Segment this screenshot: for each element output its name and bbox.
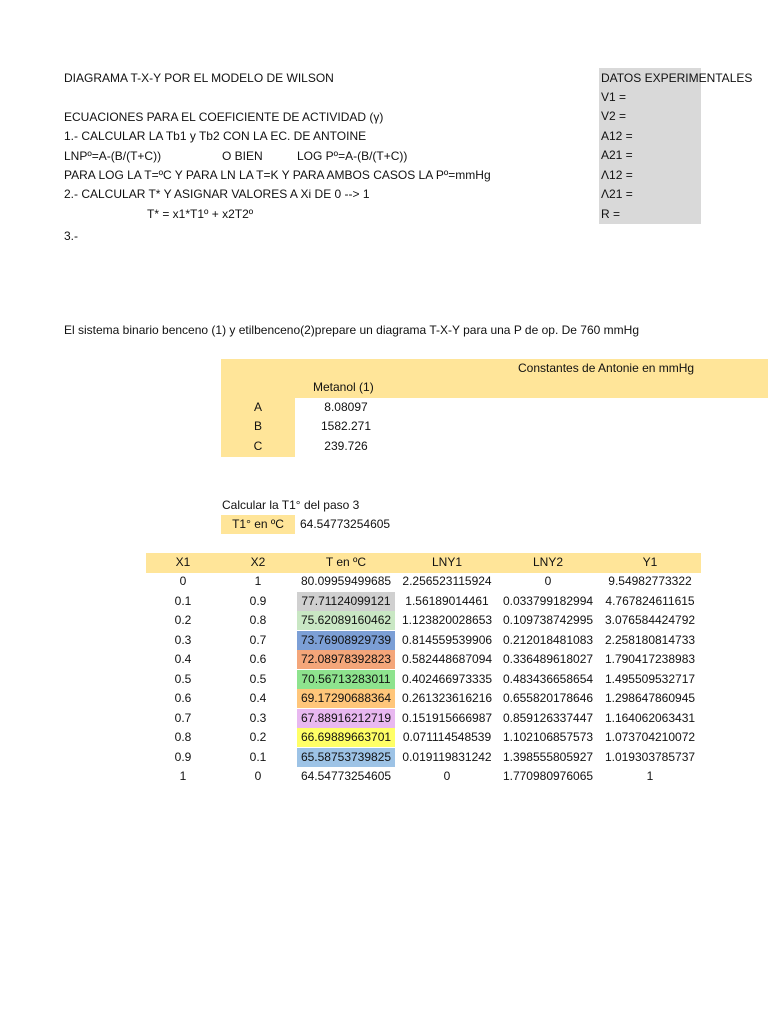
header-y1: Y1 (642, 555, 658, 569)
cell-lny2: 1.398555805927 (502, 750, 594, 764)
cell-y1: 1.298647860945 (604, 691, 696, 705)
cell-x1: 0.9 (174, 750, 192, 764)
cell-lny1: 0 (443, 769, 451, 783)
antoine-value-a: 8.08097 (324, 400, 368, 414)
cell-lny1: 0.151915666987 (401, 711, 493, 725)
cell-x1: 0.2 (174, 613, 192, 627)
datos-l12: Λ12 = (601, 168, 633, 182)
antoine-label-b: B (253, 419, 262, 433)
t1-calc-label: Calcular la T1° del paso 3 (222, 498, 360, 512)
antoine-value-b: 1582.271 (320, 419, 372, 433)
cell-t: 80.09959499685 (300, 574, 392, 588)
cell-lny2: 1.770980976065 (502, 769, 594, 783)
cell-lny1: 0.071114548539 (402, 730, 492, 744)
datos-a12: A12 = (601, 129, 633, 143)
cell-x2: 0.9 (249, 594, 267, 608)
cell-y1: 9.54982773322 (608, 574, 692, 588)
header-x1: X1 (175, 555, 191, 569)
cell-x2: 0 (254, 769, 262, 783)
cell-x2: 0.7 (249, 633, 267, 647)
cell-x1: 0 (179, 574, 187, 588)
cell-t: 77.71124099121 (297, 592, 395, 611)
cell-t: 65.58753739825 (297, 748, 395, 767)
cell-lny2: 1.102106857573 (502, 730, 594, 744)
cell-lny2: 0.336489618027 (502, 652, 594, 666)
cell-t: 73.76908929739 (297, 631, 395, 650)
cell-x2: 0.4 (249, 691, 267, 705)
problem-statement: El sistema binario benceno (1) y etilbenceno(2)prepare un diagrama T-X-Y para una P de op. De 760 mmHg (64, 323, 639, 337)
cell-t: 64.54773254605 (300, 769, 392, 783)
cell-lny2: 0.859126337447 (502, 711, 594, 725)
cell-lny1: 2.256523115924 (402, 574, 492, 588)
cell-lny1: 0.019119831242 (402, 750, 492, 764)
cell-y1: 1.073704210072 (604, 730, 696, 744)
cell-x1: 0.4 (174, 652, 192, 666)
cell-lny1: 1.56189014461 (405, 594, 489, 608)
cell-y1: 1.164062063431 (604, 711, 696, 725)
cell-x2: 0.2 (249, 730, 267, 744)
cell-lny2: 0.109738742995 (502, 613, 594, 627)
cell-y1: 1.790417238983 (604, 652, 696, 666)
datos-a21: A21 = (601, 148, 633, 162)
cell-t: 69.17290688364 (297, 689, 395, 708)
datos-title: DATOS EXPERIMENTALES (601, 71, 753, 85)
intro-line-3b: O BIEN (222, 149, 263, 163)
cell-x1: 0.6 (174, 691, 192, 705)
intro-line-1: ECUACIONES PARA EL COEFICIENTE DE ACTIVIDAD (γ) (64, 110, 384, 124)
cell-x1: 0.3 (174, 633, 192, 647)
sheet-title: DIAGRAMA T-X-Y POR EL MODELO DE WILSON (64, 71, 334, 85)
cell-x1: 1 (179, 769, 187, 783)
datos-v1: V1 = (601, 90, 627, 104)
cell-x2: 0.1 (249, 750, 267, 764)
intro-line-4: PARA LOG LA T=ºC Y PARA LN LA T=K Y PARA AMBOS CASOS LA Pº=mmHg (64, 168, 491, 182)
cell-x2: 0.5 (249, 672, 267, 686)
cell-lny2: 0.212018481083 (502, 633, 594, 647)
cell-lny1: 0.402466973335 (401, 672, 493, 686)
t1-value-cell: 64.54773254605 (300, 517, 391, 531)
cell-x1: 0.8 (174, 730, 192, 744)
cell-lny1: 1.123820028653 (401, 613, 493, 627)
cell-lny1: 0.814559539906 (401, 633, 493, 647)
cell-t: 66.69889663701 (297, 728, 395, 747)
cell-lny2: 0.655820178646 (502, 691, 594, 705)
intro-line-3c: LOG Pº=A-(B/(T+C)) (297, 149, 408, 163)
cell-t: 75.62089160462 (297, 611, 395, 630)
cell-lny1: 0.582448687094 (401, 652, 493, 666)
cell-x2: 0.3 (249, 711, 267, 725)
antoine-label-a: A (253, 400, 262, 414)
intro-line-7: 3.- (64, 229, 79, 243)
cell-x2: 1 (254, 574, 262, 588)
cell-lny2: 0 (544, 574, 552, 588)
cell-y1: 1.495509532717 (604, 672, 696, 686)
intro-line-2: 1.- CALCULAR LA Tb1 y Tb2 CON LA EC. DE ANTOINE (64, 129, 367, 143)
antoine-component: Metanol (1) (313, 380, 374, 394)
intro-line-3a: LNPº=A-(B/(T+C)) (64, 149, 162, 163)
intro-line-6: T* = x1*T1º + x2T2º (147, 207, 254, 221)
antoine-label-c: C (253, 439, 263, 453)
cell-x2: 0.8 (249, 613, 267, 627)
antoine-title: Constantes de Antonie en mmHg (518, 361, 695, 375)
cell-lny1: 0.261323616216 (401, 691, 493, 705)
cell-lny2: 0.033799182994 (502, 594, 594, 608)
intro-line-5: 2.- CALCULAR T* Y ASIGNAR VALORES A Xi DE 0 --> 1 (64, 187, 370, 201)
header-lny2: LNY2 (532, 555, 564, 569)
t1-name-cell: T1° en ºC (221, 515, 295, 534)
cell-y1: 4.767824611615 (605, 594, 695, 608)
cell-y1: 3.076584424792 (604, 613, 696, 627)
cell-y1: 1.019303785737 (604, 750, 696, 764)
datos-r: R = (601, 207, 621, 221)
cell-lny2: 0.483436658654 (502, 672, 594, 686)
datos-l21: Λ21 = (601, 187, 633, 201)
datos-v2: V2 = (601, 109, 627, 123)
header-lny1: LNY1 (431, 555, 463, 569)
cell-y1: 1 (646, 769, 654, 783)
header-t: T en ºC (325, 555, 367, 569)
cell-x1: 0.5 (174, 672, 192, 686)
header-x2: X2 (250, 555, 266, 569)
cell-x1: 0.1 (174, 594, 192, 608)
cell-x2: 0.6 (249, 652, 267, 666)
cell-t: 72.08978392823 (297, 650, 395, 669)
cell-t: 70.56713283011 (297, 670, 395, 689)
cell-y1: 2.258180814733 (604, 633, 696, 647)
cell-x1: 0.7 (174, 711, 192, 725)
cell-t: 67.88916212719 (297, 709, 395, 728)
antoine-value-c: 239.726 (324, 439, 368, 453)
